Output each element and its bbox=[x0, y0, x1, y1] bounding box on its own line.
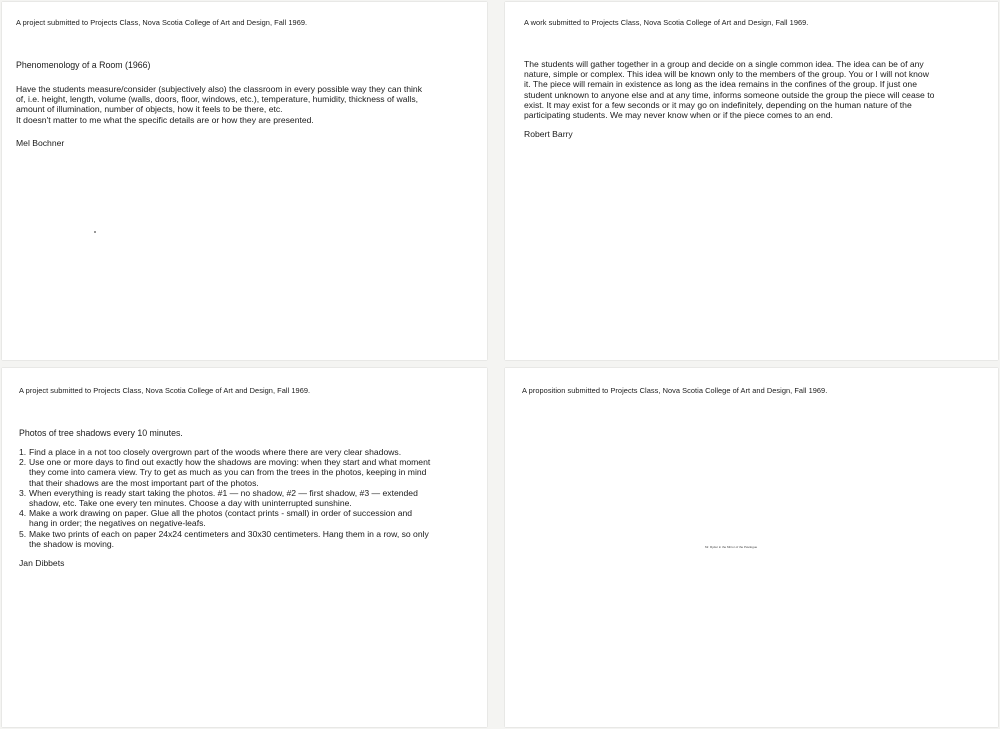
work-title: Photos of tree shadows every 10 minutes. bbox=[19, 428, 183, 438]
card-robert-barry bbox=[505, 2, 998, 360]
text-line: that their shadows are the most important part of the photos. bbox=[29, 477, 259, 488]
paper-speck bbox=[94, 231, 96, 233]
text-line: it. The piece will remain in existence as long as the idea remains in the confines of the group. If just one bbox=[524, 79, 917, 90]
author-name: Robert Barry bbox=[524, 129, 573, 139]
author-name: Mel Bochner bbox=[16, 138, 65, 148]
list-item bbox=[19, 529, 479, 549]
text-line: Find a place in a not too closely overgrown part of the woods where there are very clear shadows. bbox=[29, 447, 402, 457]
card-mel-bochner bbox=[2, 2, 487, 360]
instructions-text bbox=[16, 84, 481, 125]
item-number: 1. bbox=[19, 447, 27, 457]
list-item bbox=[19, 457, 479, 488]
text-line: Use one or more days to find out exactly how the shadows are moving: when they start and what moment bbox=[29, 457, 431, 468]
text-line: exist. It may exist for a few seconds or it may go on indefinitely, depending on the human nature of the bbox=[524, 99, 912, 110]
text-line: nature, simple or complex. This idea will be known only to the members of the group. You or I will not know bbox=[524, 69, 929, 80]
card-jan-dibbets bbox=[2, 368, 487, 727]
list-item bbox=[19, 508, 479, 528]
list-item bbox=[19, 488, 479, 508]
text-line: hang in order; the negatives on negative-leafs. bbox=[29, 518, 206, 529]
item-number: 3. bbox=[19, 487, 27, 498]
text-line: Have the students measure/consider (subjectively also) the classroom in every possible way they can think bbox=[16, 84, 423, 94]
text-line: participating students. We may never know when or if the piece comes to an end. bbox=[524, 110, 833, 121]
text-line: they come into camera view. Try to get as much as you can from the trees in the photos, keeping in mind bbox=[29, 467, 427, 478]
card-proposition bbox=[505, 368, 998, 727]
text-line: The students will gather together in a group and decide on a single common idea. The idea can be of any bbox=[524, 59, 924, 69]
card-header: A work submitted to Projects Class, Nova Scotia College of Art and Design, Fall 1969. bbox=[524, 18, 809, 27]
card-header: A proposition submitted to Projects Class, Nova Scotia College of Art and Design, Fall 1969. bbox=[522, 386, 828, 395]
item-number: 2. bbox=[19, 457, 27, 468]
text-line: student unknown to anyone else and at any time, informs someone outside the group the piece will cease to bbox=[524, 89, 935, 100]
text-line: Make two prints of each on paper 24x24 centimeters and 30x30 centimeters. Hang them in a row, so only bbox=[29, 528, 429, 539]
instructions-text bbox=[524, 59, 994, 120]
list-item bbox=[19, 447, 479, 457]
author-name: Jan Dibbets bbox=[19, 558, 65, 568]
tiny-caption: Mr. Ryder in the Mirror of the Pavilogue bbox=[705, 545, 758, 549]
card-header: A project submitted to Projects Class, Nova Scotia College of Art and Design, Fall 1969. bbox=[19, 386, 311, 395]
instruction-list bbox=[19, 447, 479, 549]
text-line: of, i.e. height, length, volume (walls, doors, floor, windows, etc.), temperature, humidity, thickness of walls, bbox=[16, 94, 419, 105]
item-number: 4. bbox=[19, 508, 27, 519]
text-line: It doesn't matter to me what the specific details are or how they are presented. bbox=[16, 114, 314, 125]
text-line: shadow, etc. Take one every ten minutes. Choose a day with uninterrupted sunshine. bbox=[29, 498, 352, 509]
card-header: A project submitted to Projects Class, Nova Scotia College of Art and Design, Fall 1969. bbox=[16, 18, 308, 27]
item-number: 5. bbox=[19, 528, 27, 539]
text-line: When everything is ready start taking the photos. #1 — no shadow, #2 — first shadow, #3 — extended bbox=[29, 487, 418, 498]
text-line: amount of illumination, number of objects, how it feels to be there, etc. bbox=[16, 104, 283, 115]
text-line: the shadow is moving. bbox=[29, 538, 115, 549]
text-line: Make a work drawing on paper. Glue all the photos (contact prints - small) in order of succession and bbox=[29, 508, 413, 519]
work-title: Phenomenology of a Room (1966) bbox=[16, 60, 151, 70]
